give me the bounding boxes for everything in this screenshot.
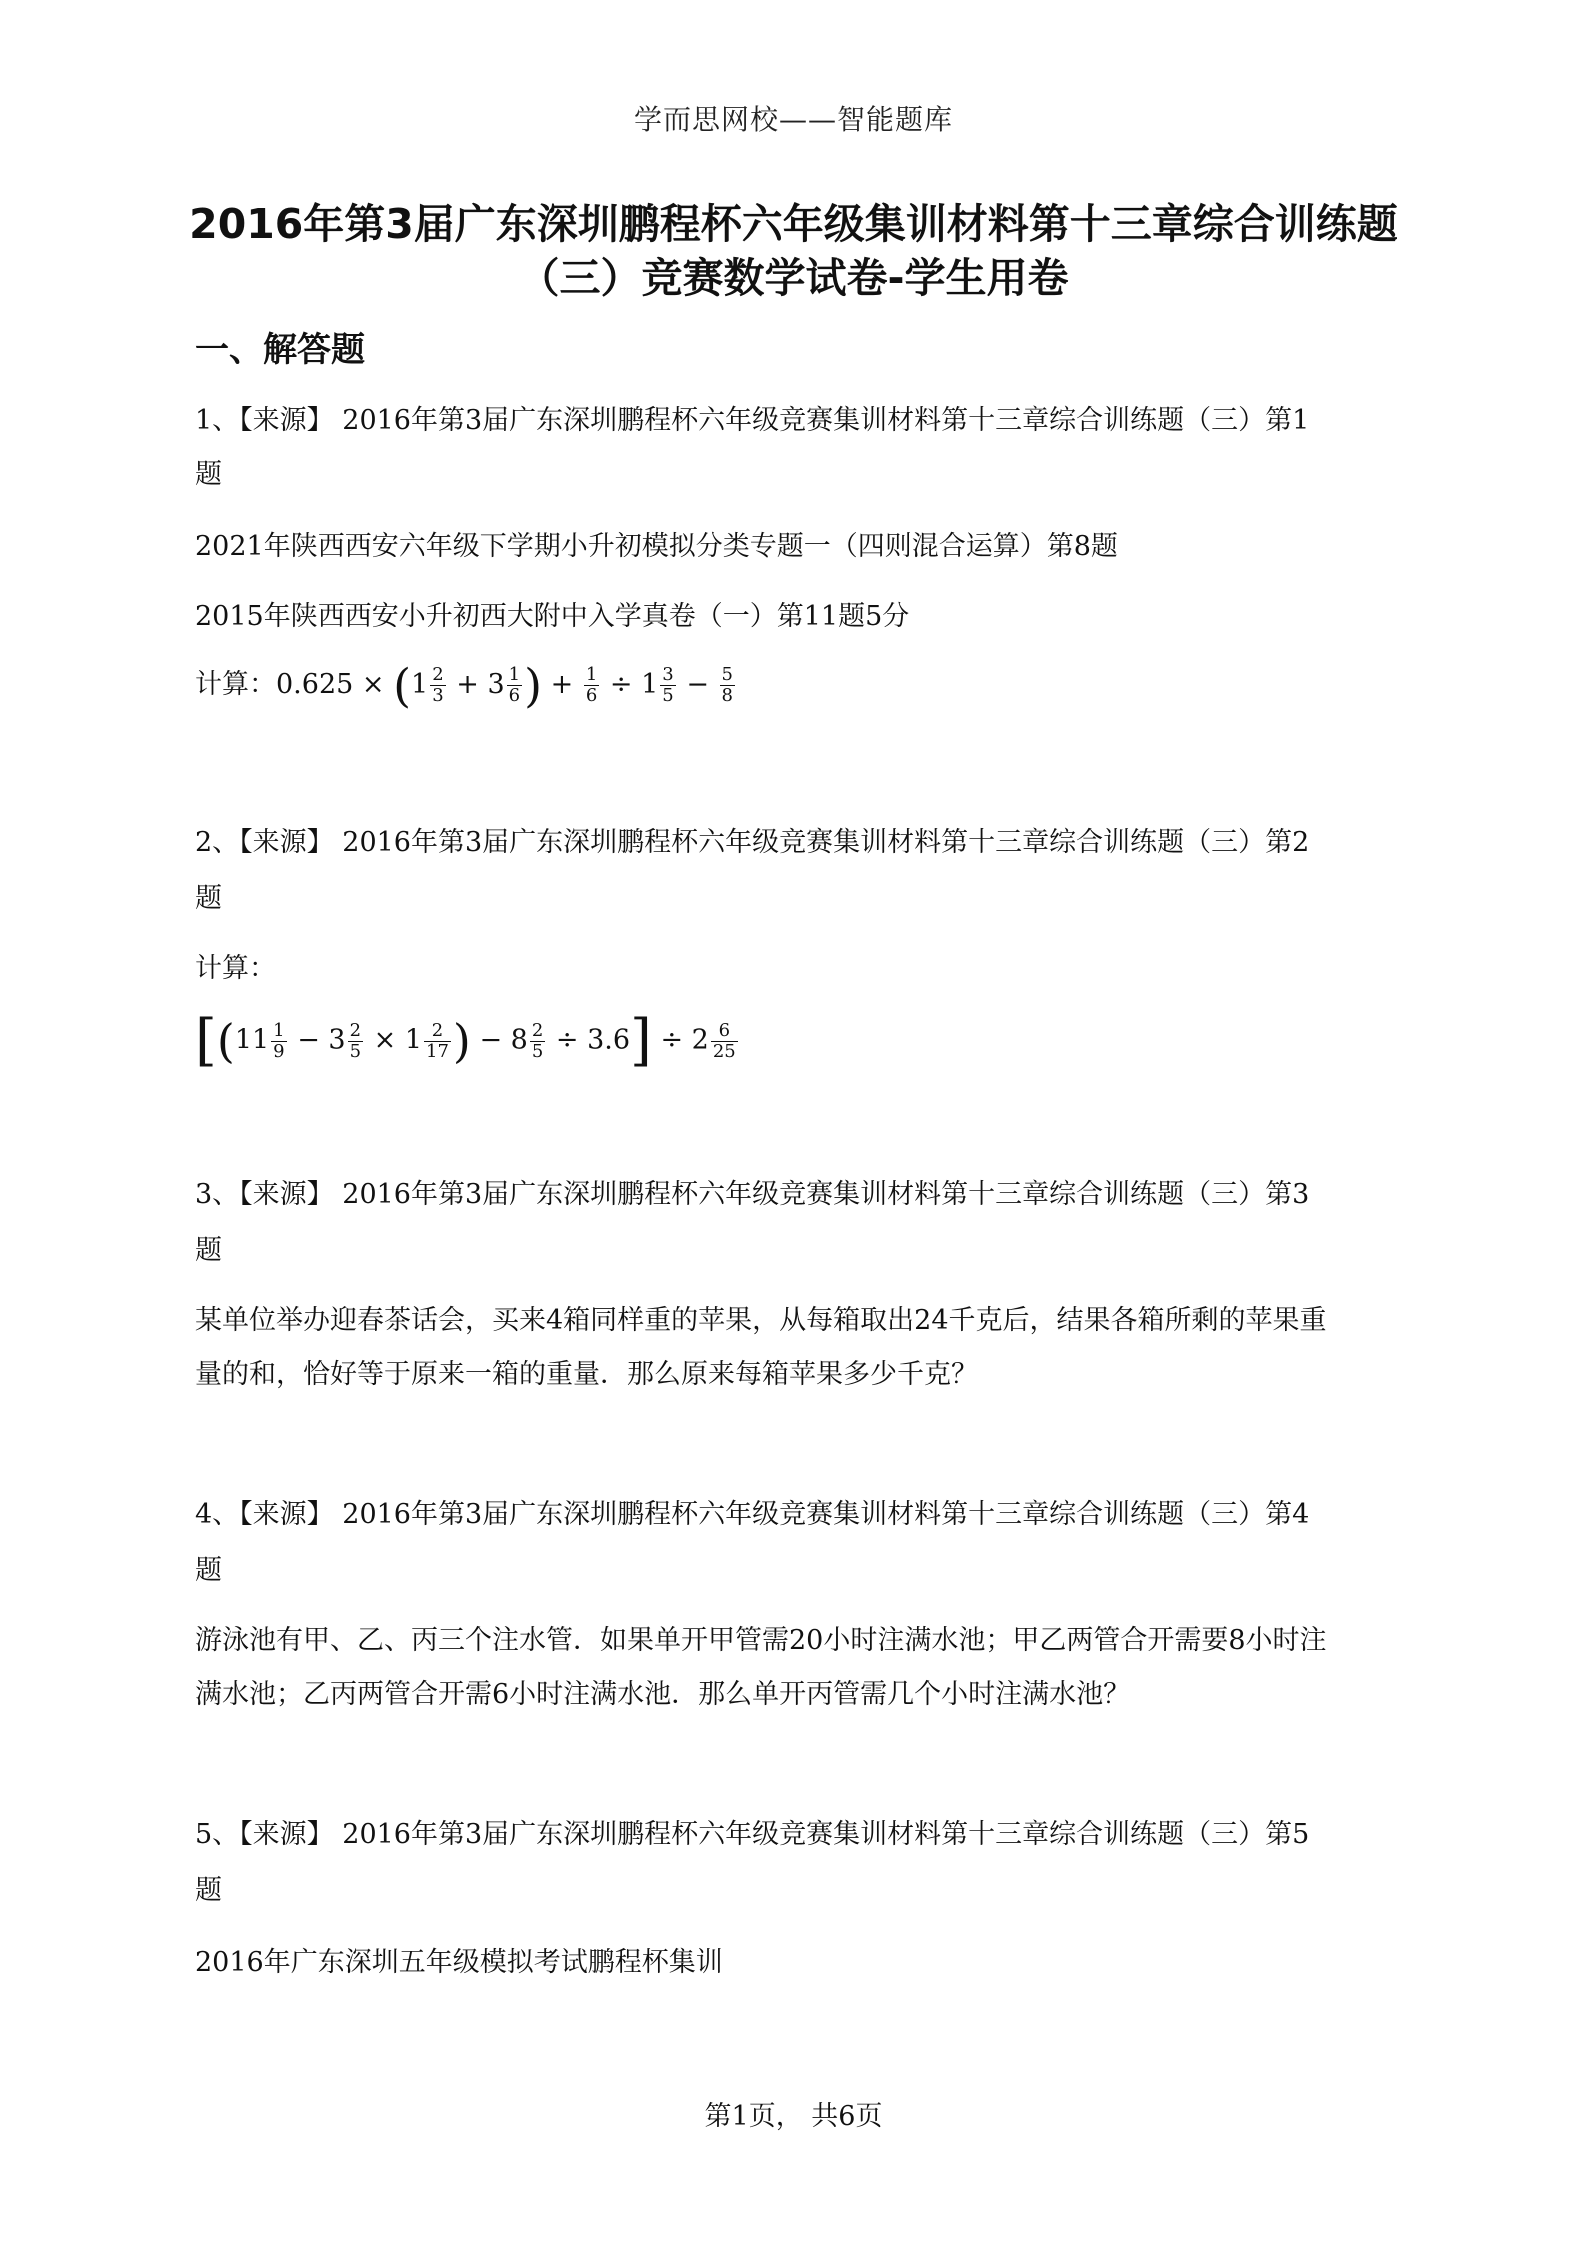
- q2-open-bracket: [: [195, 1008, 217, 1073]
- q2-term: ÷ 2: [651, 1024, 709, 1056]
- q3-source-cont: 题: [195, 1235, 222, 1266]
- q1-fraction: $\frac{1}{6}$: [585, 664, 598, 706]
- q2-fraction: $\frac{6}{25}$: [712, 1019, 736, 1062]
- q2-fraction: $\frac{2}{5}$: [349, 1019, 362, 1062]
- q4-body: 游泳池有甲、乙、丙三个注水管．如果单开甲管需20小时注满水池；甲乙两管合开需要8小时注: [195, 1625, 1327, 1656]
- q3-source: 3、【来源】 2016年第3届广东深圳鹏程杯六年级竞赛集训材料第十三章综合训练题（三）第3: [195, 1179, 1310, 1210]
- q1-fraction: $\frac{2}{3}$: [432, 664, 444, 706]
- q2-fraction: $\frac{2}{5}$: [531, 1019, 544, 1062]
- q3-body-cont: 量的和，恰好等于原来一箱的重量．那么原来每箱苹果多少千克？: [195, 1359, 978, 1390]
- q2-term: − 3: [288, 1024, 346, 1056]
- q2-term: × 1: [365, 1024, 423, 1056]
- q1-term: +: [542, 669, 582, 700]
- q2-source-cont: 题: [195, 883, 222, 914]
- q2-close-bracket: ]: [630, 1008, 652, 1073]
- q1-term: ÷ 1: [601, 669, 659, 700]
- q1-fraction: $\frac{1}{6}$: [508, 664, 521, 706]
- q1-source: 1、【来源】 2016年第3届广东深圳鹏程杯六年级竞赛集训材料第十三章综合训练题（三）第1: [195, 405, 1310, 436]
- q2-close-paren: ): [452, 1014, 471, 1068]
- q1-fraction: $\frac{5}{8}$: [721, 664, 733, 706]
- exam-title-line-2: （三）竞赛数学试卷-学生用卷: [518, 254, 1069, 302]
- q4-source: 4、【来源】 2016年第3届广东深圳鹏程杯六年级竞赛集训材料第十三章综合训练题（三）第4: [195, 1499, 1310, 1530]
- q2-source: 2、【来源】 2016年第3届广东深圳鹏程杯六年级竞赛集训材料第十三章综合训练题（三）第2: [195, 827, 1310, 858]
- page-header: 学而思网校——智能题库: [633, 103, 953, 136]
- q4-source-cont: 题: [195, 1555, 222, 1586]
- q2-term: 11: [234, 1024, 270, 1056]
- q2-open-paren: (: [216, 1014, 235, 1068]
- q2-expression: [195, 1008, 740, 1073]
- page-footer: 第1页， 共6页: [704, 2101, 883, 2132]
- q1-term: −: [677, 669, 718, 700]
- q1-close-paren: ): [524, 658, 543, 713]
- q1-source-cont: 题: [195, 459, 222, 490]
- q5-source-cont: 题: [195, 1875, 222, 1906]
- q1-fraction: $\frac{3}{5}$: [662, 664, 674, 706]
- q5-source: 5、【来源】 2016年第3届广东深圳鹏程杯六年级竞赛集训材料第十三章综合训练题（三）第5: [195, 1819, 1310, 1850]
- q2-fraction: $\frac{2}{17}$: [426, 1019, 449, 1062]
- q2-term: ÷ 3.6: [547, 1024, 631, 1056]
- q1-source-extra-2: 2015年陕西西安小升初西大附中入学真卷（一）第11题5分: [195, 601, 910, 632]
- section-heading: 一、解答题: [195, 330, 365, 370]
- q1-expression: [195, 658, 737, 713]
- q3-body: 某单位举办迎春茶话会，买来4箱同样重的苹果，从每箱取出24千克后，结果各箱所剩的苹果重: [195, 1305, 1327, 1336]
- q2-fraction: $\frac{1}{9}$: [273, 1019, 285, 1062]
- q1-term: 0.625 ×: [276, 669, 394, 700]
- q5-source-extra: 2016年广东深圳五年级模拟考试鹏程杯集训: [195, 1947, 723, 1978]
- q2-term: − 8: [470, 1024, 528, 1056]
- q1-open-paren: (: [393, 658, 412, 713]
- q4-body-cont: 满水池；乙丙两管合开需6小时注满水池．那么单开丙管需几个小时注满水池？: [195, 1679, 1131, 1710]
- q1-term: + 3: [447, 669, 505, 700]
- q2-prompt: 计算：: [195, 953, 276, 984]
- q1-prompt: 计算：: [195, 669, 276, 700]
- q1-term: 1: [411, 669, 429, 700]
- exam-title-line-1: 2016年第3届广东深圳鹏程杯六年级集训材料第十三章综合训练题: [189, 200, 1398, 248]
- q1-source-extra-1: 2021年陕西西安六年级下学期小升初模拟分类专题一（四则混合运算）第8题: [195, 531, 1118, 562]
